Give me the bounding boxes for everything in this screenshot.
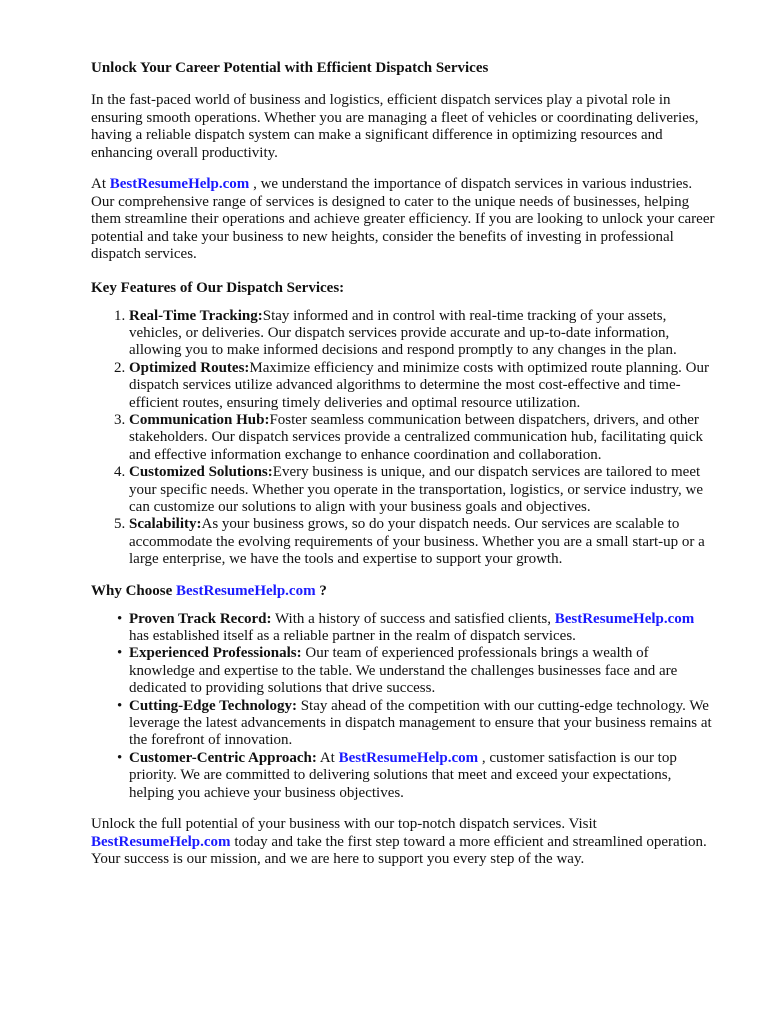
reason-text: With a history of success and satisfied clients,: [271, 610, 555, 627]
reason-text: At: [316, 749, 339, 766]
closing-prefix: Unlock the full potential of your business with our top-notch dispatch services. Visit: [91, 816, 597, 833]
list-item: [129, 412, 716, 464]
why-suffix: ?: [315, 582, 327, 599]
features-list: [91, 308, 716, 569]
about-suffix: , we understand the importance of dispatch services in various industries. Our comprehensive range of services is designed to cater to the unique needs of businesses, helping them streamline their operations and achieve greater efficiency. If you are looking to unlock your career potential and take your business to new heights, consider the benefits of investing in professional dispatch services.: [91, 176, 715, 262]
reason-term: Proven Track Record:: [129, 610, 272, 627]
feature-text: Stay informed and in control with real-time tracking of your assets, vehicles, or deliveries. Our dispatch services provide accurate and up-to-date information, allowing you to make informed decisions and respond promptly to any changes in the plan.: [129, 307, 677, 359]
why-heading: [91, 581, 716, 601]
features-heading: Key Features of Our Dispatch Services:: [91, 279, 345, 296]
feature-text: Foster seamless communication between dispatchers, drivers, and other stakeholders. Our dispatch services provide a centralized communication hub, facilitating quick and effective information exchange to enhance coordination and collaboration.: [129, 411, 703, 463]
reason-term: Cutting-Edge Technology:: [129, 697, 297, 714]
list-item: [117, 645, 716, 697]
bullet-icon: •: [117, 610, 123, 627]
reason-term: Experienced Professionals:: [129, 645, 302, 662]
reason-text-after: , customer satisfaction is our top priority. We are committed to delivering solutions that meet and exceed your expectations, helping you achieve your business objectives.: [129, 749, 677, 801]
feature-term: Customized Solutions:: [129, 464, 273, 481]
about-prefix: At: [91, 176, 110, 192]
brand-link[interactable]: BestResumeHelp.com: [338, 749, 479, 766]
reasons-list: [91, 611, 716, 802]
list-item: [117, 749, 716, 802]
reason-term: Customer-Centric Approach:: [129, 749, 317, 766]
reason-text: Stay ahead of the competition with our cutting-edge technology. We leverage the latest advancements in dispatch management to ensure that your business remains at the forefront of innovation.: [129, 697, 712, 749]
reason-text: Our team of experienced professionals brings a wealth of knowledge and expertise to the table. We understand the challenges businesses face and are dedicated to providing solutions that drive success.: [129, 645, 678, 697]
page-title: Unlock Your Career Potential with Efficient Dispatch Services: [91, 60, 489, 76]
feature-text: Maximize efficiency and minimize costs with optimized route planning. Our dispatch services utilize advanced algorithms to determine the most cost-effective and time-efficient routes, ensuring timely deliveries and optimal resource utilization.: [129, 359, 710, 411]
closing-paragraph: [91, 816, 716, 869]
feature-term: Scalability:: [129, 516, 202, 533]
brand-link[interactable]: BestResumeHelp.com: [91, 833, 231, 850]
list-item: [129, 308, 716, 360]
about-paragraph: [91, 176, 716, 264]
brand-link[interactable]: BestResumeHelp.com: [109, 176, 250, 192]
bullet-icon: •: [117, 697, 123, 714]
feature-term: Communication Hub:: [129, 411, 270, 428]
bullet-icon: •: [117, 645, 123, 662]
bullet-icon: •: [117, 749, 123, 766]
feature-text: Every business is unique, and our dispatch services are tailored to meet your specific needs. Whether you operate in the transportation, logistics, or service industry, we can customize our solutions to align with your business goals and objectives.: [129, 464, 703, 515]
why-prefix: Why Choose: [91, 582, 177, 599]
feature-term: Real-Time Tracking:: [129, 307, 263, 324]
brand-link[interactable]: BestResumeHelp.com: [554, 610, 695, 627]
feature-text: As your business grows, so do your dispatch needs. Our services are scalable to accommodate the evolving requirements of your business. Whether you are a small start-up or a large enterprise, we have the tools and expertise to support your growth.: [129, 516, 705, 568]
list-item: [117, 610, 716, 646]
intro-paragraph: In the fast-paced world of business and logistics, efficient dispatch services play a pivotal role in ensuring smooth operations. Whether you are managing a fleet of vehicles or coordinating deliveries, having a reliable dispatch system can make a significant difference in optimizing resources and enhancing overall productivity.: [91, 92, 699, 161]
list-item: [117, 697, 716, 750]
brand-link[interactable]: BestResumeHelp.com: [176, 582, 316, 599]
reason-text-after: has established itself as a reliable partner in the realm of dispatch services.: [129, 628, 576, 644]
list-item: [129, 516, 716, 568]
feature-term: Optimized Routes:: [129, 359, 250, 376]
list-item: [129, 464, 716, 516]
list-item: [129, 360, 716, 412]
closing-suffix: today and take the first step toward a more efficient and streamlined operation. Your success is our mission, and we are here to support you every step of the way.: [91, 833, 707, 868]
